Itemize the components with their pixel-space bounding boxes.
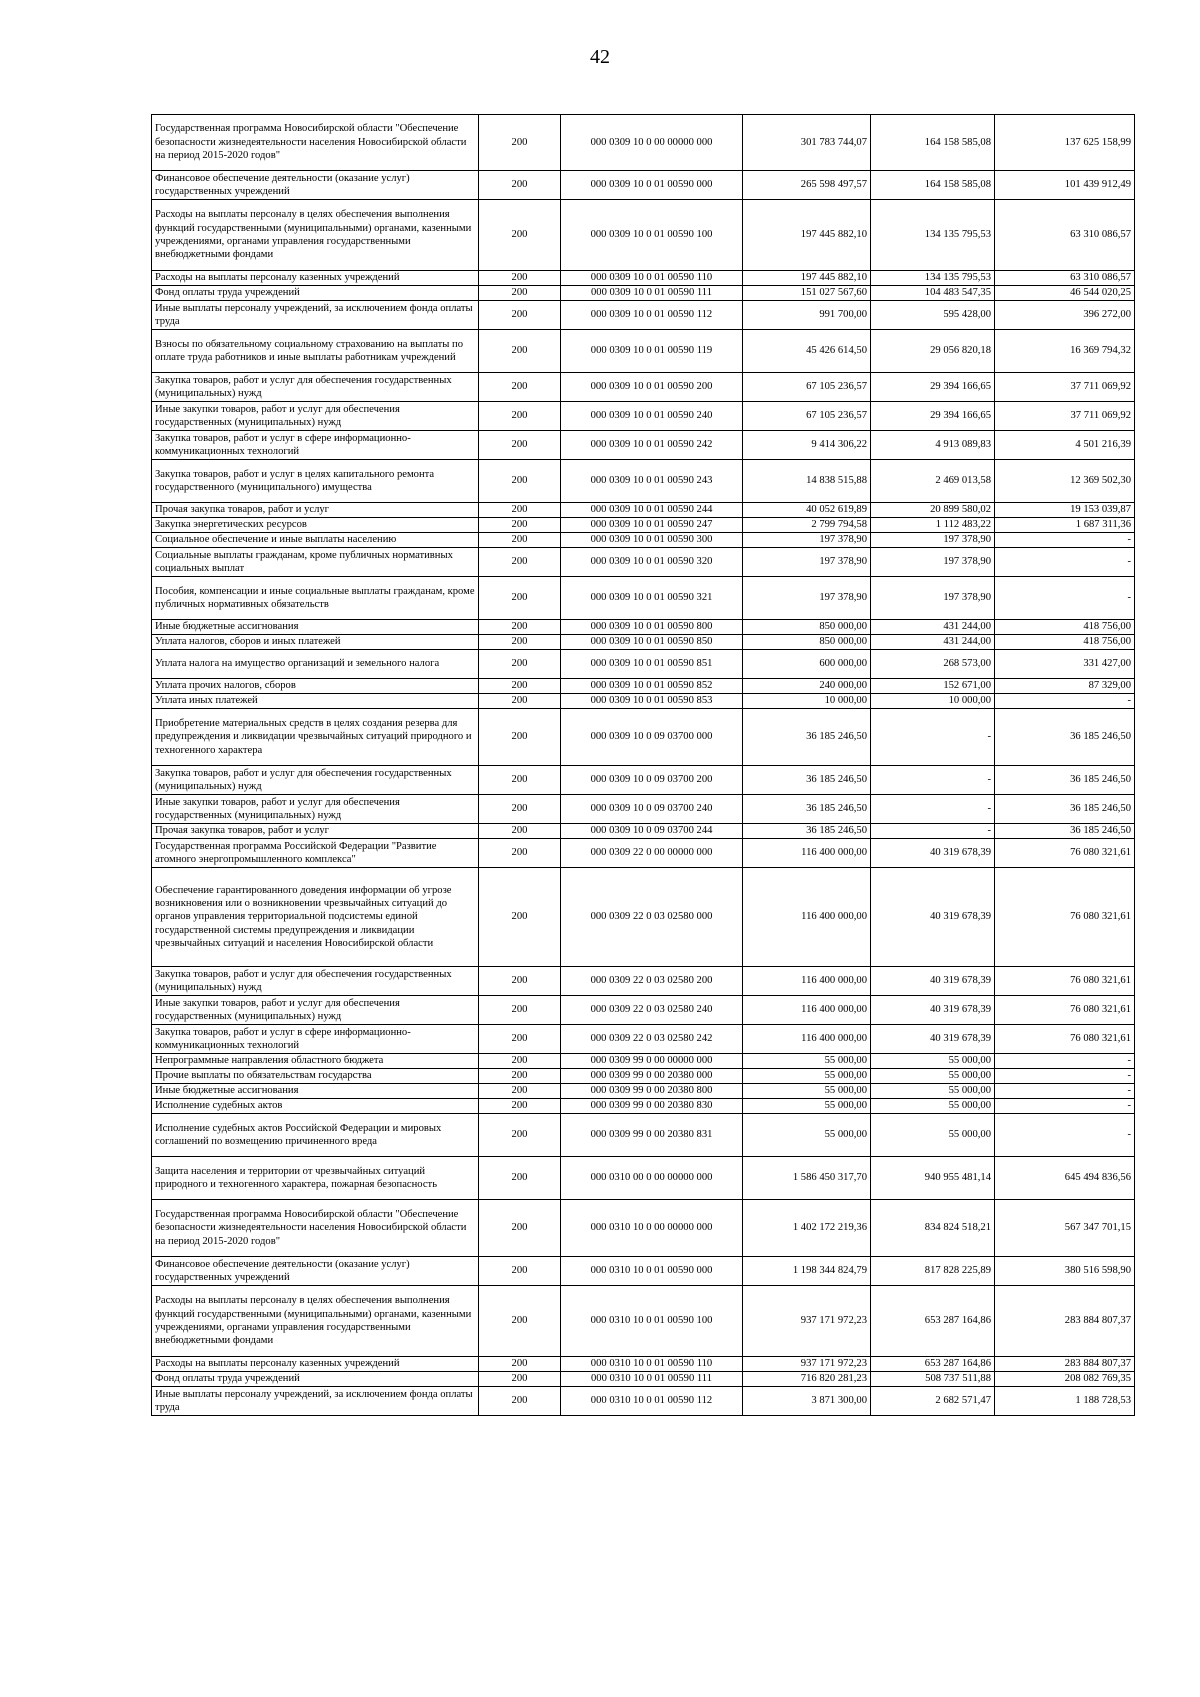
row-unexecuted-cell: 16 369 794,32 xyxy=(995,330,1135,373)
row-code-cell: 200 xyxy=(479,967,561,996)
row-name-cell: Пособия, компенсации и иные социальные выплаты гражданам, кроме публичных нормативных обязательств xyxy=(152,577,479,620)
row-name-cell: Закупка товаров, работ и услуг для обеспечения государственных (муниципальных) нужд xyxy=(152,373,479,402)
row-executed-cell: 197 378,90 xyxy=(871,577,995,620)
row-classification-cell: 000 0309 10 0 01 00590 320 xyxy=(561,548,743,577)
row-assigned-cell: 151 027 567,60 xyxy=(743,286,871,301)
row-unexecuted-cell: 36 185 246,50 xyxy=(995,795,1135,824)
row-name-cell: Обеспечение гарантированного доведения информации об угрозе возникновения или о возникновении чрезвычайных ситуаций до органов управления территориальной подсистемы единой государственной системы предупреждения и ликвидации чрезвычайных ситуаций и населения Новосибирской области xyxy=(152,868,479,967)
row-name-cell: Иные выплаты персоналу учреждений, за исключением фонда оплаты труда xyxy=(152,1387,479,1416)
row-executed-cell: 55 000,00 xyxy=(871,1114,995,1157)
row-code-cell: 200 xyxy=(479,1200,561,1257)
row-assigned-cell: 14 838 515,88 xyxy=(743,460,871,503)
row-assigned-cell: 850 000,00 xyxy=(743,620,871,635)
row-name-cell: Иные закупки товаров, работ и услуг для обеспечения государственных (муниципальных) нужд xyxy=(152,996,479,1025)
row-unexecuted-cell: 76 080 321,61 xyxy=(995,839,1135,868)
row-code-cell: 200 xyxy=(479,1372,561,1387)
table-row xyxy=(152,330,1135,373)
row-unexecuted-cell: 418 756,00 xyxy=(995,620,1135,635)
table-row xyxy=(152,171,1135,200)
row-executed-cell: 152 671,00 xyxy=(871,679,995,694)
table-row xyxy=(152,1084,1135,1099)
row-executed-cell: 595 428,00 xyxy=(871,301,995,330)
row-name-cell: Закупка товаров, работ и услуг в сфере информационно-коммуникационных технологий xyxy=(152,431,479,460)
row-unexecuted-cell: - xyxy=(995,1084,1135,1099)
row-executed-cell: 164 158 585,08 xyxy=(871,115,995,171)
row-assigned-cell: 55 000,00 xyxy=(743,1099,871,1114)
row-assigned-cell: 116 400 000,00 xyxy=(743,967,871,996)
row-name-cell: Иные закупки товаров, работ и услуг для обеспечения государственных (муниципальных) нужд xyxy=(152,402,479,431)
row-code-cell: 200 xyxy=(479,115,561,171)
row-assigned-cell: 240 000,00 xyxy=(743,679,871,694)
row-executed-cell: 40 319 678,39 xyxy=(871,868,995,967)
row-unexecuted-cell: 36 185 246,50 xyxy=(995,824,1135,839)
row-assigned-cell: 716 820 281,23 xyxy=(743,1372,871,1387)
row-assigned-cell: 197 378,90 xyxy=(743,533,871,548)
row-assigned-cell: 197 445 882,10 xyxy=(743,271,871,286)
row-unexecuted-cell: 76 080 321,61 xyxy=(995,868,1135,967)
row-unexecuted-cell: 380 516 598,90 xyxy=(995,1257,1135,1286)
row-classification-cell: 000 0309 10 0 09 03700 244 xyxy=(561,824,743,839)
table-row xyxy=(152,1257,1135,1286)
row-classification-cell: 000 0310 00 0 00 00000 000 xyxy=(561,1157,743,1200)
table-row xyxy=(152,795,1135,824)
table-row xyxy=(152,548,1135,577)
row-code-cell: 200 xyxy=(479,650,561,679)
row-classification-cell: 000 0310 10 0 01 00590 110 xyxy=(561,1357,743,1372)
row-code-cell: 200 xyxy=(479,1099,561,1114)
row-unexecuted-cell: 1 188 728,53 xyxy=(995,1387,1135,1416)
row-assigned-cell: 265 598 497,57 xyxy=(743,171,871,200)
row-name-cell: Государственная программа Новосибирской области "Обеспечение безопасности жизнедеятельности населения Новосибирской области на период 2015-2020 годов" xyxy=(152,115,479,171)
row-assigned-cell: 937 171 972,23 xyxy=(743,1286,871,1357)
row-assigned-cell: 197 378,90 xyxy=(743,548,871,577)
table-row xyxy=(152,503,1135,518)
table-row xyxy=(152,1357,1135,1372)
row-executed-cell: - xyxy=(871,766,995,795)
row-code-cell: 200 xyxy=(479,518,561,533)
row-code-cell: 200 xyxy=(479,1286,561,1357)
row-code-cell: 200 xyxy=(479,1387,561,1416)
row-assigned-cell: 197 378,90 xyxy=(743,577,871,620)
row-assigned-cell: 937 171 972,23 xyxy=(743,1357,871,1372)
row-name-cell: Закупка энергетических ресурсов xyxy=(152,518,479,533)
table-row xyxy=(152,271,1135,286)
row-name-cell: Закупка товаров, работ и услуг в сфере информационно-коммуникационных технологий xyxy=(152,1025,479,1054)
table-row xyxy=(152,200,1135,271)
row-code-cell: 200 xyxy=(479,1025,561,1054)
table-row xyxy=(152,1099,1135,1114)
row-classification-cell: 000 0310 10 0 01 00590 111 xyxy=(561,1372,743,1387)
table-row xyxy=(152,1025,1135,1054)
row-assigned-cell: 1 402 172 219,36 xyxy=(743,1200,871,1257)
row-executed-cell: 164 158 585,08 xyxy=(871,171,995,200)
row-assigned-cell: 3 871 300,00 xyxy=(743,1387,871,1416)
table-row xyxy=(152,996,1135,1025)
row-classification-cell: 000 0309 10 0 00 00000 000 xyxy=(561,115,743,171)
row-code-cell: 200 xyxy=(479,868,561,967)
row-name-cell: Закупка товаров, работ и услуг для обеспечения государственных (муниципальных) нужд xyxy=(152,766,479,795)
row-assigned-cell: 600 000,00 xyxy=(743,650,871,679)
row-executed-cell: - xyxy=(871,709,995,766)
row-assigned-cell: 116 400 000,00 xyxy=(743,1025,871,1054)
row-code-cell: 200 xyxy=(479,1054,561,1069)
row-unexecuted-cell: 101 439 912,49 xyxy=(995,171,1135,200)
row-unexecuted-cell: - xyxy=(995,1054,1135,1069)
row-executed-cell: - xyxy=(871,824,995,839)
row-assigned-cell: 991 700,00 xyxy=(743,301,871,330)
row-code-cell: 200 xyxy=(479,996,561,1025)
row-executed-cell: 653 287 164,86 xyxy=(871,1357,995,1372)
row-code-cell: 200 xyxy=(479,709,561,766)
row-unexecuted-cell: 1 687 311,36 xyxy=(995,518,1135,533)
row-classification-cell: 000 0309 10 0 01 00590 112 xyxy=(561,301,743,330)
table-row xyxy=(152,679,1135,694)
row-code-cell: 200 xyxy=(479,824,561,839)
row-classification-cell: 000 0309 10 0 01 00590 200 xyxy=(561,373,743,402)
row-executed-cell: 55 000,00 xyxy=(871,1054,995,1069)
table-row xyxy=(152,620,1135,635)
row-code-cell: 200 xyxy=(479,301,561,330)
row-assigned-cell: 36 185 246,50 xyxy=(743,709,871,766)
row-classification-cell: 000 0309 10 0 01 00590 800 xyxy=(561,620,743,635)
row-executed-cell: 268 573,00 xyxy=(871,650,995,679)
row-executed-cell: 104 483 547,35 xyxy=(871,286,995,301)
row-unexecuted-cell: 567 347 701,15 xyxy=(995,1200,1135,1257)
row-unexecuted-cell: 283 884 807,37 xyxy=(995,1357,1135,1372)
row-executed-cell: 10 000,00 xyxy=(871,694,995,709)
row-unexecuted-cell: 4 501 216,39 xyxy=(995,431,1135,460)
table-row xyxy=(152,868,1135,967)
row-executed-cell: 817 828 225,89 xyxy=(871,1257,995,1286)
row-assigned-cell: 55 000,00 xyxy=(743,1084,871,1099)
row-classification-cell: 000 0309 10 0 01 00590 850 xyxy=(561,635,743,650)
row-name-cell: Расходы на выплаты персоналу в целях обеспечения выполнения функций государственными (муниципальными) органами, казенными учреждениями, органами управления государственными внебюджетными фондами xyxy=(152,1286,479,1357)
row-assigned-cell: 2 799 794,58 xyxy=(743,518,871,533)
row-executed-cell: 197 378,90 xyxy=(871,533,995,548)
budget-table-body xyxy=(152,115,1135,1416)
row-unexecuted-cell: 137 625 158,99 xyxy=(995,115,1135,171)
row-name-cell: Непрограммные направления областного бюджета xyxy=(152,1054,479,1069)
table-row xyxy=(152,402,1135,431)
row-classification-cell: 000 0309 22 0 03 02580 242 xyxy=(561,1025,743,1054)
row-executed-cell: 55 000,00 xyxy=(871,1099,995,1114)
row-executed-cell: 29 056 820,18 xyxy=(871,330,995,373)
row-code-cell: 200 xyxy=(479,1157,561,1200)
table-row xyxy=(152,824,1135,839)
row-unexecuted-cell: 76 080 321,61 xyxy=(995,967,1135,996)
table-row xyxy=(152,1157,1135,1200)
row-code-cell: 200 xyxy=(479,548,561,577)
row-executed-cell: 197 378,90 xyxy=(871,548,995,577)
row-classification-cell: 000 0309 22 0 03 02580 200 xyxy=(561,967,743,996)
table-row xyxy=(152,115,1135,171)
row-classification-cell: 000 0309 10 0 01 00590 100 xyxy=(561,200,743,271)
row-executed-cell: 40 319 678,39 xyxy=(871,996,995,1025)
row-executed-cell: 40 319 678,39 xyxy=(871,967,995,996)
row-name-cell: Исполнение судебных актов xyxy=(152,1099,479,1114)
row-unexecuted-cell: - xyxy=(995,1114,1135,1157)
row-unexecuted-cell: 19 153 039,87 xyxy=(995,503,1135,518)
row-code-cell: 200 xyxy=(479,620,561,635)
row-code-cell: 200 xyxy=(479,1257,561,1286)
table-row xyxy=(152,1054,1135,1069)
row-code-cell: 200 xyxy=(479,1069,561,1084)
table-row xyxy=(152,967,1135,996)
row-unexecuted-cell: 76 080 321,61 xyxy=(995,1025,1135,1054)
row-unexecuted-cell: - xyxy=(995,1069,1135,1084)
table-row xyxy=(152,460,1135,503)
row-assigned-cell: 36 185 246,50 xyxy=(743,795,871,824)
row-classification-cell: 000 0310 10 0 01 00590 100 xyxy=(561,1286,743,1357)
row-executed-cell: 40 319 678,39 xyxy=(871,1025,995,1054)
row-name-cell: Иные бюджетные ассигнования xyxy=(152,1084,479,1099)
row-name-cell: Государственная программа Новосибирской области "Обеспечение безопасности жизнедеятельности населения Новосибирской области на период 2015-2020 годов" xyxy=(152,1200,479,1257)
table-row xyxy=(152,635,1135,650)
row-code-cell: 200 xyxy=(479,533,561,548)
row-classification-cell: 000 0309 10 0 09 03700 000 xyxy=(561,709,743,766)
row-classification-cell: 000 0310 10 0 00 00000 000 xyxy=(561,1200,743,1257)
row-unexecuted-cell: 36 185 246,50 xyxy=(995,709,1135,766)
row-executed-cell: 2 682 571,47 xyxy=(871,1387,995,1416)
table-row xyxy=(152,1200,1135,1257)
table-row xyxy=(152,839,1135,868)
row-assigned-cell: 9 414 306,22 xyxy=(743,431,871,460)
row-name-cell: Прочие выплаты по обязательствам государства xyxy=(152,1069,479,1084)
row-classification-cell: 000 0309 99 0 00 20380 831 xyxy=(561,1114,743,1157)
row-name-cell: Иные закупки товаров, работ и услуг для обеспечения государственных (муниципальных) нужд xyxy=(152,795,479,824)
row-unexecuted-cell: 87 329,00 xyxy=(995,679,1135,694)
row-executed-cell: 29 394 166,65 xyxy=(871,402,995,431)
row-code-cell: 200 xyxy=(479,200,561,271)
row-classification-cell: 000 0309 10 0 01 00590 000 xyxy=(561,171,743,200)
row-classification-cell: 000 0309 22 0 00 00000 000 xyxy=(561,839,743,868)
row-name-cell: Уплата прочих налогов, сборов xyxy=(152,679,479,694)
row-unexecuted-cell: 418 756,00 xyxy=(995,635,1135,650)
row-classification-cell: 000 0309 10 0 01 00590 240 xyxy=(561,402,743,431)
row-assigned-cell: 116 400 000,00 xyxy=(743,996,871,1025)
row-code-cell: 200 xyxy=(479,1084,561,1099)
row-classification-cell: 000 0309 10 0 09 03700 240 xyxy=(561,795,743,824)
row-executed-cell: 55 000,00 xyxy=(871,1069,995,1084)
table-row xyxy=(152,1286,1135,1357)
table-row xyxy=(152,766,1135,795)
row-executed-cell: 20 899 580,02 xyxy=(871,503,995,518)
row-classification-cell: 000 0309 10 0 01 00590 119 xyxy=(561,330,743,373)
row-unexecuted-cell: - xyxy=(995,1099,1135,1114)
row-unexecuted-cell: 331 427,00 xyxy=(995,650,1135,679)
row-classification-cell: 000 0309 22 0 03 02580 240 xyxy=(561,996,743,1025)
table-row xyxy=(152,1114,1135,1157)
table-row xyxy=(152,1387,1135,1416)
row-name-cell: Расходы на выплаты персоналу в целях обеспечения выполнения функций государственными (муниципальными) органами, казенными учреждениями, органами управления государственными внебюджетными фондами xyxy=(152,200,479,271)
table-row xyxy=(152,709,1135,766)
row-code-cell: 200 xyxy=(479,635,561,650)
row-name-cell: Уплата иных платежей xyxy=(152,694,479,709)
row-assigned-cell: 55 000,00 xyxy=(743,1069,871,1084)
row-code-cell: 200 xyxy=(479,460,561,503)
row-assigned-cell: 116 400 000,00 xyxy=(743,839,871,868)
table-row xyxy=(152,286,1135,301)
row-executed-cell: 134 135 795,53 xyxy=(871,271,995,286)
row-executed-cell: 1 112 483,22 xyxy=(871,518,995,533)
row-executed-cell: - xyxy=(871,795,995,824)
row-executed-cell: 2 469 013,58 xyxy=(871,460,995,503)
row-unexecuted-cell: - xyxy=(995,694,1135,709)
row-code-cell: 200 xyxy=(479,795,561,824)
row-assigned-cell: 1 198 344 824,79 xyxy=(743,1257,871,1286)
row-classification-cell: 000 0310 10 0 01 00590 000 xyxy=(561,1257,743,1286)
row-executed-cell: 653 287 164,86 xyxy=(871,1286,995,1357)
row-assigned-cell: 36 185 246,50 xyxy=(743,824,871,839)
row-assigned-cell: 40 052 619,89 xyxy=(743,503,871,518)
row-name-cell: Фонд оплаты труда учреждений xyxy=(152,286,479,301)
row-unexecuted-cell: 645 494 836,56 xyxy=(995,1157,1135,1200)
row-executed-cell: 508 737 511,88 xyxy=(871,1372,995,1387)
row-unexecuted-cell: 12 369 502,30 xyxy=(995,460,1135,503)
row-code-cell: 200 xyxy=(479,286,561,301)
row-unexecuted-cell: 63 310 086,57 xyxy=(995,271,1135,286)
table-row xyxy=(152,650,1135,679)
row-executed-cell: 834 824 518,21 xyxy=(871,1200,995,1257)
row-name-cell: Расходы на выплаты персоналу казенных учреждений xyxy=(152,1357,479,1372)
row-classification-cell: 000 0309 10 0 01 00590 853 xyxy=(561,694,743,709)
row-classification-cell: 000 0309 99 0 00 00000 000 xyxy=(561,1054,743,1069)
row-assigned-cell: 36 185 246,50 xyxy=(743,766,871,795)
row-code-cell: 200 xyxy=(479,1114,561,1157)
row-assigned-cell: 301 783 744,07 xyxy=(743,115,871,171)
row-name-cell: Исполнение судебных актов Российской Федерации и мировых соглашений по возмещению причиненного вреда xyxy=(152,1114,479,1157)
row-name-cell: Прочая закупка товаров, работ и услуг xyxy=(152,503,479,518)
row-unexecuted-cell: - xyxy=(995,533,1135,548)
row-name-cell: Социальное обеспечение и иные выплаты населению xyxy=(152,533,479,548)
table-row xyxy=(152,1069,1135,1084)
table-row xyxy=(152,301,1135,330)
row-code-cell: 200 xyxy=(479,271,561,286)
row-assigned-cell: 55 000,00 xyxy=(743,1114,871,1157)
row-name-cell: Закупка товаров, работ и услуг для обеспечения государственных (муниципальных) нужд xyxy=(152,967,479,996)
row-name-cell: Защита населения и территории от чрезвычайных ситуаций природного и техногенного характера, пожарная безопасность xyxy=(152,1157,479,1200)
row-name-cell: Финансовое обеспечение деятельности (оказание услуг) государственных учреждений xyxy=(152,1257,479,1286)
row-assigned-cell: 45 426 614,50 xyxy=(743,330,871,373)
row-assigned-cell: 197 445 882,10 xyxy=(743,200,871,271)
row-executed-cell: 29 394 166,65 xyxy=(871,373,995,402)
row-executed-cell: 40 319 678,39 xyxy=(871,839,995,868)
row-name-cell: Приобретение материальных средств в целях создания резерва для предупреждения и ликвидации чрезвычайных ситуаций природного и техногенного характера xyxy=(152,709,479,766)
row-unexecuted-cell: 283 884 807,37 xyxy=(995,1286,1135,1357)
table-row xyxy=(152,431,1135,460)
row-code-cell: 200 xyxy=(479,373,561,402)
row-code-cell: 200 xyxy=(479,1357,561,1372)
row-name-cell: Государственная программа Российской Федерации "Развитие атомного энергопромышленного комплекса" xyxy=(152,839,479,868)
row-unexecuted-cell: 63 310 086,57 xyxy=(995,200,1135,271)
row-unexecuted-cell: - xyxy=(995,577,1135,620)
row-code-cell: 200 xyxy=(479,171,561,200)
row-unexecuted-cell: - xyxy=(995,548,1135,577)
row-classification-cell: 000 0309 10 0 01 00590 110 xyxy=(561,271,743,286)
row-classification-cell: 000 0309 10 0 09 03700 200 xyxy=(561,766,743,795)
row-assigned-cell: 1 586 450 317,70 xyxy=(743,1157,871,1200)
row-executed-cell: 940 955 481,14 xyxy=(871,1157,995,1200)
row-assigned-cell: 116 400 000,00 xyxy=(743,868,871,967)
table-row xyxy=(152,533,1135,548)
row-assigned-cell: 55 000,00 xyxy=(743,1054,871,1069)
row-name-cell: Иные выплаты персоналу учреждений, за исключением фонда оплаты труда xyxy=(152,301,479,330)
row-name-cell: Социальные выплаты гражданам, кроме публичных нормативных социальных выплат xyxy=(152,548,479,577)
row-unexecuted-cell: 46 544 020,25 xyxy=(995,286,1135,301)
row-classification-cell: 000 0309 99 0 00 20380 830 xyxy=(561,1099,743,1114)
row-classification-cell: 000 0310 10 0 01 00590 112 xyxy=(561,1387,743,1416)
row-classification-cell: 000 0309 10 0 01 00590 300 xyxy=(561,533,743,548)
row-classification-cell: 000 0309 10 0 01 00590 247 xyxy=(561,518,743,533)
table-row xyxy=(152,1372,1135,1387)
row-code-cell: 200 xyxy=(479,679,561,694)
row-classification-cell: 000 0309 10 0 01 00590 242 xyxy=(561,431,743,460)
budget-table xyxy=(151,114,1135,1416)
row-assigned-cell: 67 105 236,57 xyxy=(743,373,871,402)
row-classification-cell: 000 0309 10 0 01 00590 111 xyxy=(561,286,743,301)
row-classification-cell: 000 0309 10 0 01 00590 852 xyxy=(561,679,743,694)
row-code-cell: 200 xyxy=(479,402,561,431)
row-code-cell: 200 xyxy=(479,577,561,620)
row-classification-cell: 000 0309 22 0 03 02580 000 xyxy=(561,868,743,967)
row-code-cell: 200 xyxy=(479,839,561,868)
row-classification-cell: 000 0309 10 0 01 00590 243 xyxy=(561,460,743,503)
row-unexecuted-cell: 208 082 769,35 xyxy=(995,1372,1135,1387)
row-classification-cell: 000 0309 10 0 01 00590 244 xyxy=(561,503,743,518)
row-code-cell: 200 xyxy=(479,330,561,373)
row-name-cell: Финансовое обеспечение деятельности (оказание услуг) государственных учреждений xyxy=(152,171,479,200)
row-name-cell: Взносы по обязательному социальному страхованию на выплаты по оплате труда работников и иные выплаты работникам учреждений xyxy=(152,330,479,373)
row-assigned-cell: 10 000,00 xyxy=(743,694,871,709)
row-classification-cell: 000 0309 99 0 00 20380 800 xyxy=(561,1084,743,1099)
row-assigned-cell: 850 000,00 xyxy=(743,635,871,650)
row-executed-cell: 55 000,00 xyxy=(871,1084,995,1099)
row-name-cell: Прочая закупка товаров, работ и услуг xyxy=(152,824,479,839)
row-unexecuted-cell: 76 080 321,61 xyxy=(995,996,1135,1025)
table-row xyxy=(152,518,1135,533)
table-row xyxy=(152,694,1135,709)
row-assigned-cell: 67 105 236,57 xyxy=(743,402,871,431)
row-unexecuted-cell: 37 711 069,92 xyxy=(995,373,1135,402)
row-name-cell: Фонд оплаты труда учреждений xyxy=(152,1372,479,1387)
row-unexecuted-cell: 396 272,00 xyxy=(995,301,1135,330)
row-name-cell: Уплата налогов, сборов и иных платежей xyxy=(152,635,479,650)
row-name-cell: Расходы на выплаты персоналу казенных учреждений xyxy=(152,271,479,286)
row-code-cell: 200 xyxy=(479,503,561,518)
row-executed-cell: 431 244,00 xyxy=(871,620,995,635)
row-unexecuted-cell: 36 185 246,50 xyxy=(995,766,1135,795)
row-name-cell: Иные бюджетные ассигнования xyxy=(152,620,479,635)
row-name-cell: Уплата налога на имущество организаций и земельного налога xyxy=(152,650,479,679)
row-executed-cell: 4 913 089,83 xyxy=(871,431,995,460)
row-classification-cell: 000 0309 10 0 01 00590 321 xyxy=(561,577,743,620)
row-executed-cell: 134 135 795,53 xyxy=(871,200,995,271)
row-code-cell: 200 xyxy=(479,694,561,709)
row-classification-cell: 000 0309 99 0 00 20380 000 xyxy=(561,1069,743,1084)
table-row xyxy=(152,373,1135,402)
table-row xyxy=(152,577,1135,620)
page-number: 42 xyxy=(590,46,610,68)
row-code-cell: 200 xyxy=(479,766,561,795)
row-executed-cell: 431 244,00 xyxy=(871,635,995,650)
row-code-cell: 200 xyxy=(479,431,561,460)
row-name-cell: Закупка товаров, работ и услуг в целях капитального ремонта государственного (муниципального) имущества xyxy=(152,460,479,503)
row-unexecuted-cell: 37 711 069,92 xyxy=(995,402,1135,431)
row-classification-cell: 000 0309 10 0 01 00590 851 xyxy=(561,650,743,679)
